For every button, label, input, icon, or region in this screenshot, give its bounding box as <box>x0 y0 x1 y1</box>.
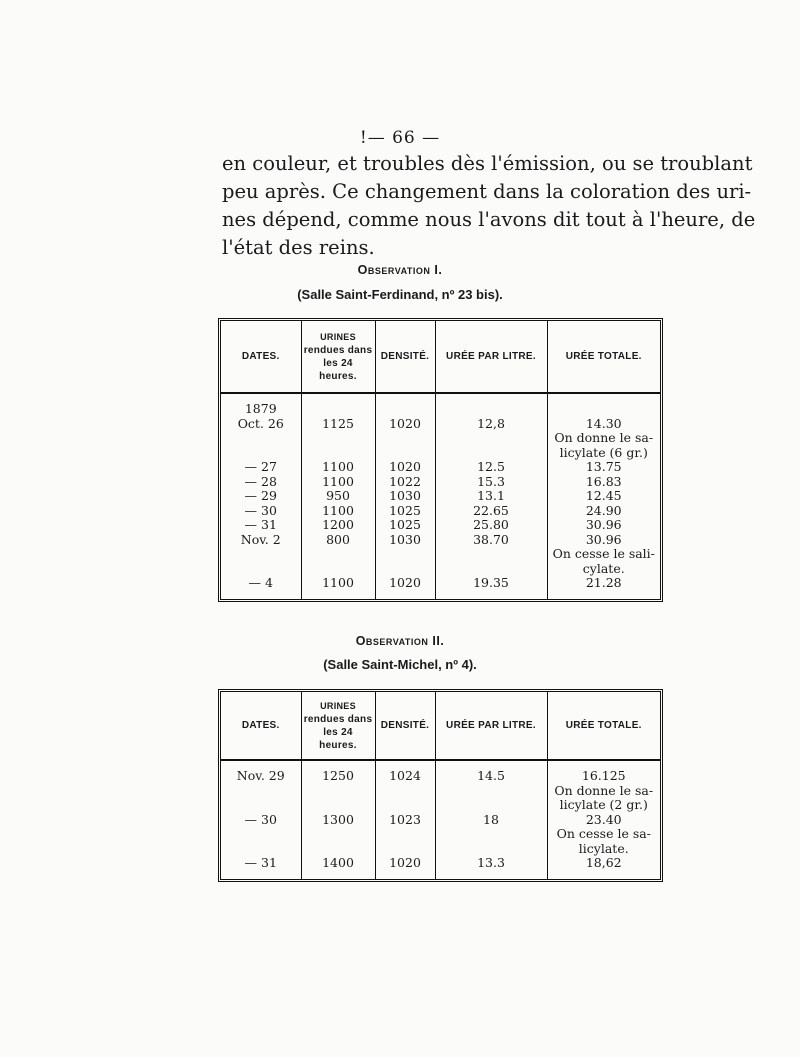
date-text: — 4 <box>248 575 273 590</box>
uree-litre-value: 22.65 <box>473 502 509 518</box>
observation-2-subtitle: (Salle Saint-Michel, nº 4). <box>323 657 477 672</box>
uree-litre-value: 18 <box>483 811 499 827</box>
date-text: Nov. 29 <box>236 768 285 783</box>
observation-1-table <box>218 318 663 602</box>
urines-value: 800 <box>326 531 350 547</box>
cell-uree-litre <box>435 856 547 871</box>
date-text: — 31 <box>244 855 277 870</box>
uree-totale-note: cylate. <box>582 560 625 576</box>
col-header-densite: DENSITÉ. <box>375 321 435 393</box>
cell-uree-litre <box>435 769 547 813</box>
date-text: — 31 <box>244 517 277 532</box>
uree-litre-value: 15.3 <box>477 473 505 489</box>
cell-densite <box>375 402 435 417</box>
densite-value: 1020 <box>389 855 421 870</box>
urines-cap: URINES <box>320 331 356 342</box>
col-header-uree-totale: URÉE TOTALE. <box>547 692 660 760</box>
uree-totale-note: On cesse le sali- <box>552 546 655 561</box>
urines-rest: rendues dans les 24 heures. <box>303 713 373 751</box>
uree-totale-value: 12.45 <box>585 488 622 503</box>
cell-date <box>221 475 301 490</box>
cell-uree-totale <box>547 504 660 519</box>
cell-uree-litre <box>435 460 547 475</box>
paragraph-line: l'état des reins. <box>222 236 375 259</box>
uree-litre-value: 13.1 <box>477 488 505 503</box>
uree-totale-value: 13.75 <box>585 459 622 474</box>
cell-uree-litre <box>435 402 547 417</box>
table-row <box>221 504 660 519</box>
cell-densite <box>375 518 435 533</box>
urines-value: 1300 <box>322 811 354 827</box>
table-row <box>221 475 660 490</box>
cell-date <box>221 518 301 533</box>
urines-value: 950 <box>326 488 350 503</box>
date-text: Nov. 2 <box>240 531 281 547</box>
cell-uree-totale <box>547 856 660 871</box>
table-row <box>221 813 660 857</box>
urines-value <box>305 402 372 417</box>
cell-uree-totale <box>547 576 660 591</box>
cell-urines <box>301 475 375 490</box>
cell-urines <box>301 417 375 461</box>
cell-date <box>221 402 301 417</box>
observation-2-body <box>221 760 660 879</box>
uree-totale-value: 23.40 <box>585 811 622 827</box>
table-row <box>221 489 660 504</box>
cell-uree-totale <box>547 417 660 461</box>
table-row <box>221 518 660 533</box>
cell-densite <box>375 769 435 813</box>
cell-urines <box>301 402 375 417</box>
cell-uree-totale <box>547 518 660 533</box>
cell-densite <box>375 533 435 577</box>
cell-urines <box>301 813 375 857</box>
table-row <box>221 460 660 475</box>
uree-totale-value: 18,62 <box>585 855 622 870</box>
observation-2-table <box>218 689 663 882</box>
uree-litre-value: 13.3 <box>477 855 505 870</box>
cell-uree-litre <box>435 417 547 461</box>
cell-urines <box>301 489 375 504</box>
urines-value: 1125 <box>322 415 354 431</box>
urines-value: 1400 <box>322 855 354 870</box>
uree-totale-value: 16.125 <box>581 768 626 783</box>
col-header-uree-litre: URÉE PAR LITRE. <box>435 321 547 393</box>
urines-value: 1200 <box>322 517 354 532</box>
date-text: — 30 <box>244 811 277 827</box>
densite-value: 1025 <box>389 517 421 532</box>
col-header-urines <box>301 321 375 393</box>
uree-totale-value: 24.90 <box>585 502 622 518</box>
col-header-densite: DENSITÉ. <box>375 692 435 760</box>
cell-uree-litre <box>435 533 547 577</box>
paragraph-line: nes dépend, comme nous l'avons dit tout à l'heure, de <box>222 208 756 231</box>
uree-totale-value: 21.28 <box>585 575 622 590</box>
cell-densite <box>375 856 435 871</box>
uree-totale-note: On donne le sa- <box>554 782 654 798</box>
densite-value: 1025 <box>389 502 421 518</box>
urines-rest: rendues dans les 24 heures. <box>303 344 373 382</box>
uree-totale-note: licylate. <box>578 840 629 856</box>
uree-litre-value: 14.5 <box>477 768 505 783</box>
cell-uree-litre <box>435 813 547 857</box>
uree-litre-value: 25.80 <box>473 517 509 532</box>
cell-densite <box>375 417 435 461</box>
urines-value: 1100 <box>322 575 354 590</box>
cell-uree-litre <box>435 576 547 591</box>
uree-totale-value <box>551 402 658 417</box>
col-header-uree-totale: URÉE TOTALE. <box>547 321 660 393</box>
cell-urines <box>301 576 375 591</box>
cell-date <box>221 460 301 475</box>
cell-date <box>221 813 301 857</box>
densite-value: 1024 <box>389 768 421 783</box>
uree-litre-value: 19.35 <box>473 575 509 590</box>
cell-urines <box>301 856 375 871</box>
uree-litre-value: 38.70 <box>473 531 509 547</box>
uree-totale-value: 16.83 <box>585 473 622 489</box>
observation-1-body <box>221 393 660 599</box>
uree-totale-value: 30.96 <box>585 517 622 532</box>
cell-date <box>221 769 301 813</box>
cell-urines <box>301 769 375 813</box>
cell-date <box>221 576 301 591</box>
spacer-row <box>221 393 660 402</box>
densite-value: 1022 <box>389 473 421 489</box>
spacer-row <box>221 871 660 879</box>
cell-densite <box>375 576 435 591</box>
uree-totale-note: On cesse le sa- <box>556 826 651 841</box>
cell-densite <box>375 504 435 519</box>
observation-2-title: Observation II. <box>355 634 445 648</box>
table-row <box>221 769 660 813</box>
uree-totale-note: licylate (6 gr.) <box>559 444 648 460</box>
table-row <box>221 576 660 591</box>
col-header-uree-litre: URÉE PAR LITRE. <box>435 692 547 760</box>
cell-uree-totale <box>547 489 660 504</box>
urines-value: 1100 <box>322 473 354 489</box>
date-text: — 29 <box>244 488 277 503</box>
cell-date <box>221 417 301 461</box>
date-text: Oct. 26 <box>237 415 284 431</box>
uree-totale-note: On donne le sa- <box>554 430 654 445</box>
densite-value: 1023 <box>389 811 421 827</box>
densite-value: 1020 <box>389 459 421 474</box>
cell-uree-litre <box>435 489 547 504</box>
cell-date <box>221 504 301 519</box>
observation-1-subtitle: (Salle Saint-Ferdinand, nº 23 bis). <box>297 287 503 302</box>
table-row <box>221 417 660 461</box>
date-text: — 27 <box>244 459 277 474</box>
cell-uree-litre <box>435 475 547 490</box>
cell-uree-totale <box>547 402 660 417</box>
densite-value: 1030 <box>389 531 421 547</box>
observation-1-title: Observation I. <box>357 263 443 277</box>
densite-value: 1020 <box>389 415 421 431</box>
date-text: 1879 <box>244 401 277 416</box>
body-paragraph <box>222 150 756 262</box>
densite-value: 1030 <box>389 488 421 503</box>
cell-urines <box>301 533 375 577</box>
cell-uree-litre <box>435 518 547 533</box>
page-number: !— 66 — <box>359 128 441 148</box>
cell-urines <box>301 504 375 519</box>
table-row <box>221 856 660 871</box>
uree-litre-value <box>439 402 544 417</box>
col-header-dates: DATES. <box>221 692 301 760</box>
table-row <box>221 402 660 417</box>
paragraph-line: peu après. Ce changement dans la coloration des uri- <box>222 180 752 203</box>
cell-urines <box>301 518 375 533</box>
date-text: — 28 <box>244 473 277 489</box>
spacer-row <box>221 591 660 599</box>
table-row <box>221 533 660 577</box>
urines-value: 1100 <box>322 502 354 518</box>
urines-value: 1100 <box>322 459 354 474</box>
densite-value <box>379 402 432 417</box>
paragraph-line: en couleur, et troubles dès l'émission, ou se troublant <box>222 152 753 175</box>
cell-densite <box>375 489 435 504</box>
cell-uree-totale <box>547 769 660 813</box>
cell-uree-totale <box>547 460 660 475</box>
cell-densite <box>375 813 435 857</box>
uree-litre-value: 12,8 <box>477 415 505 431</box>
cell-uree-litre <box>435 504 547 519</box>
cell-uree-totale <box>547 475 660 490</box>
cell-densite <box>375 475 435 490</box>
cell-uree-totale <box>547 533 660 577</box>
cell-densite <box>375 460 435 475</box>
cell-date <box>221 856 301 871</box>
cell-date <box>221 533 301 577</box>
cell-uree-totale <box>547 813 660 857</box>
uree-litre-value: 12.5 <box>477 459 505 474</box>
date-text: — 30 <box>244 502 277 518</box>
uree-totale-value: 14.30 <box>585 415 622 431</box>
urines-cap: URINES <box>320 700 356 711</box>
uree-totale-value: 30.96 <box>585 531 622 547</box>
col-header-dates: DATES. <box>221 321 301 393</box>
densite-value: 1020 <box>389 575 421 590</box>
uree-totale-note: licylate (2 gr.) <box>559 797 648 812</box>
cell-date <box>221 489 301 504</box>
urines-value: 1250 <box>322 768 354 783</box>
col-header-urines <box>301 692 375 760</box>
cell-urines <box>301 460 375 475</box>
